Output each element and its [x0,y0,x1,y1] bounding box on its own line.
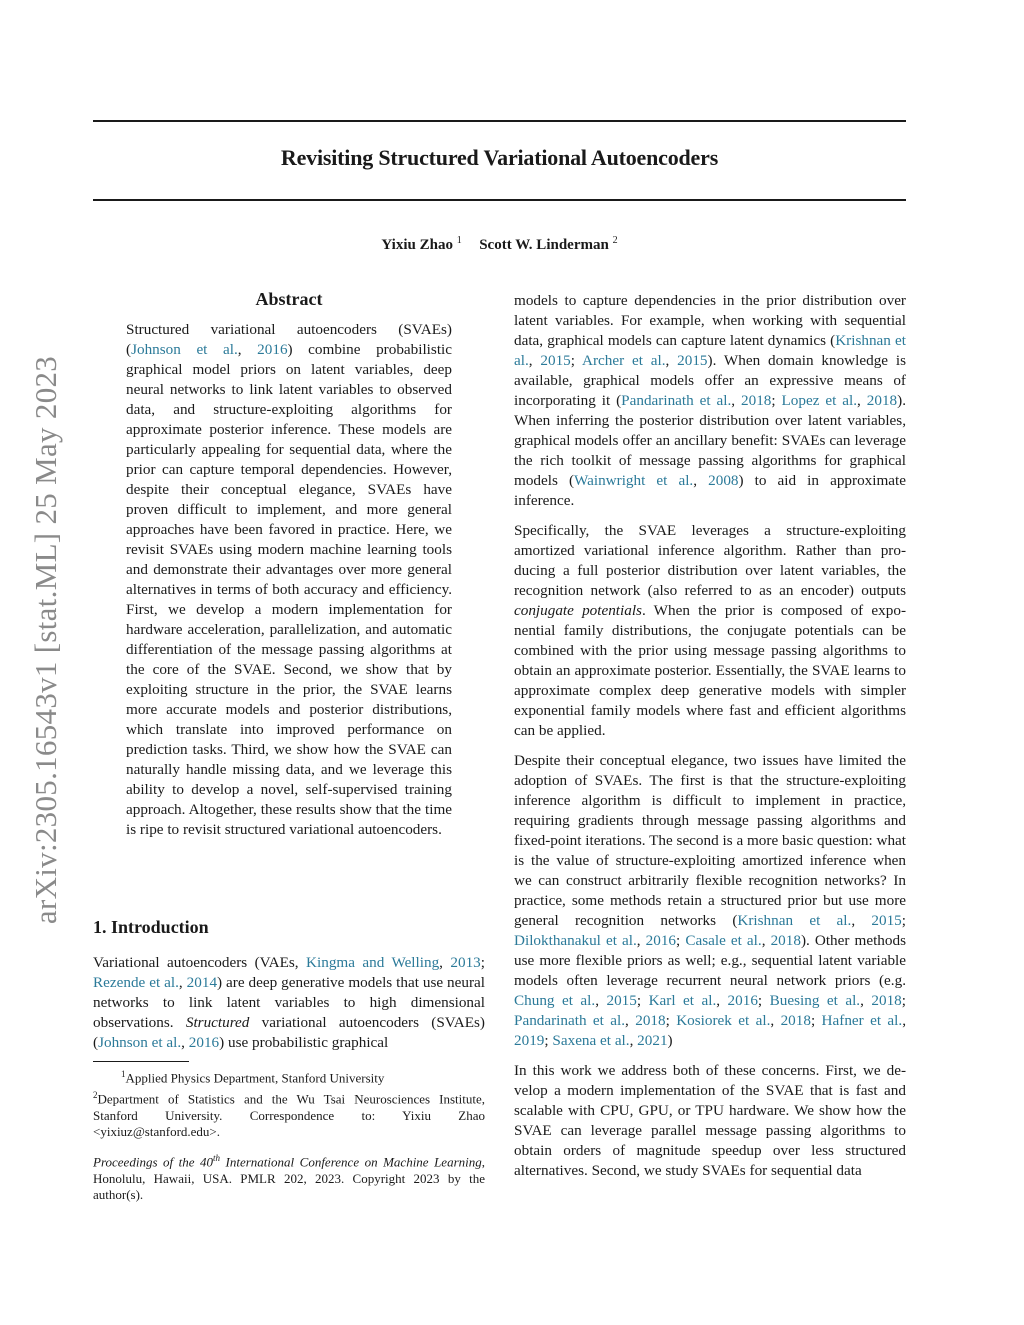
citation-link[interactable]: Karl et al. [648,992,717,1009]
citation-link[interactable]: Kosiorek et al. [676,1012,771,1029]
footnote-rule [93,1061,189,1062]
abstract-heading: Abstract [255,289,323,309]
paragraph: Specifically, the SVAE leverages a structure-exploiting amortized variational inference algorithm. Rather than producing a full posterior distribution over latent variables, the recognition network (also referred to as an encoder) outputs conjugate potentials. When the prior is composed of exponential family distributions, the conjugate potentials can be combined with the prior using message passing algorithms to obtain an approximate posterior. Essentially, the SVAE learns to approximate complex deep generative models with simpler exponential family models where fast and efficient algorithms can be applied. [514,522,906,739]
citation-link[interactable]: Buesing et al. [769,992,861,1009]
citation-link[interactable]: Archer et al. [581,352,666,369]
citation-year-link[interactable]: 2018 [770,932,801,949]
section-heading-introduction: 1. Introduction [93,917,209,937]
citation-year-link[interactable]: 2018 [741,392,772,409]
author-name: Scott W. Linderman [479,237,609,253]
author-affiliation-mark: 2 [612,235,618,246]
author-name: Yixiu Zhao [381,237,453,253]
footnotes: $^1$Applied Physics Department, Stanford University $^2$Department of Statistics and the Wu Tsai Neurosciences Institute, Stanford University. Correspondence to: Yixiu Zhao <yixiuz@stanford.edu>. [93,1069,485,1140]
citation-year-link[interactable]: 2018 [635,1012,666,1029]
footnote-affiliation-1: Applied Physics Department, Stanford University [125,1070,385,1086]
citation-year-link[interactable]: 2016 [727,992,758,1009]
citation-link[interactable]: Wainwright et al. [574,472,694,489]
citation-link[interactable]: Casale et al. [685,932,762,949]
abstract-body: Structured variational autoencoders (SVAEs) (Johnson et al., 2016) combine probabilistic graphical model priors on latent variables, deep neural networks to link latent variables to observed data, and structure-exploiting algorithms for approximate posterior inference. These models are particularly appealing for sequential data, where the prior can capture temporal dependencies. However, despite their conceptual elegance, SVAEs have proven difficult to implement, and more general approaches have been favored in practice. Here, we revisit SVAEs using modern machine learning tools and demonstrate their advantages over more general alternatives in terms of both accuracy and efficiency. First, we develop a modern implementation for hardware acceleration, parallelization, and automatic differentiation of the message passing algorithms at the core of the SVAE. Second, we show that by exploiting structure in the prior, the SVAE learns more accurate models and posterior distributions, which translate into improved performance on prediction tasks. Third, we show how the SVAE can naturally handle missing data, and we leverage this ability to develop a novel, self-supervised training approach. Altogether, these results show that the time is ripe to revisit structured variational autoencoders. [126,321,452,838]
citation-year-link[interactable]: 2015 [540,352,571,369]
citation-link[interactable]: Krishnan et al. [737,912,852,929]
citation-link[interactable]: Johnson et al. [98,1034,182,1051]
citation-year-link[interactable]: 2015 [871,912,902,929]
citation-year-link[interactable]: 2016 [188,1034,220,1051]
citation-link[interactable]: Chung et al. [514,992,596,1009]
citation-link[interactable]: Pandarinath et al. [514,1012,626,1029]
author-list [93,235,906,254]
citation-link[interactable]: Kingma and Welling [306,954,440,971]
citation-year-link[interactable]: 2018 [871,992,902,1009]
citation-year-link[interactable]: 2018 [780,1012,811,1029]
paragraph: models to capture dependencies in the prior distribution over latent variables. For example, when working with sequential data, graphical models can capture latent dynamics (Krishnan et al., 2015; Archer et al., 2015). When domain knowledge is available, graphical models offer an expressive means of incorporating it (Pandarinath et al., 2018; Lopez et al., 2018). When inferring the posterior distribution over latent variables, graphical models offer an ancillary benefit: SVAEs can leverage the rich toolkit of message passing algorithms for graphical models (Wainwright et al., 2008) to aid in approximate inference. [514,292,906,509]
citation-year-link[interactable]: 2015 [677,352,708,369]
citation-year-link[interactable]: 2018 [866,392,898,409]
citation-link[interactable]: Pandarinath et al. [621,392,732,409]
citation-link[interactable]: Krishnan et al. [514,332,906,369]
footnote-affiliation-2: Department of Statistics and the Wu Tsai Neurosciences Institute, Stanford University. Correspondence to: Yixiu Zhao <yixiuz@stanford.edu>. [93,1091,485,1140]
citation-link[interactable]: Rezende et al. [93,974,179,991]
arxiv-stamp: arXiv:2305.16543v1 [stat.ML] 25 May 2023 [28,355,63,925]
citation-link[interactable]: Lopez et al. [781,392,858,409]
title-rule-bottom [93,199,906,201]
citation-year-link[interactable]: 2008 [708,472,739,489]
author-affiliation-mark: 1 [456,235,462,246]
paragraph: Despite their conceptual elegance, two issues have limited the adoption of SVAEs. The first is that the structure-exploiting inference algorithm is difficult to implement in practice, requiring gradients through message passing algorithms and fixed-point iterations. The second is a more basic question: what is the value of structure-exploiting amortized inference when we can construct arbitrarily flexible recognition networks? In practice, some methods retain a structured prior but use more general recognition networks (Krishnan et al., 2015; Dilokthanakul et al., 2016; Casale et al., 2018). Other methods use more flexible priors as well; e.g., sequential latent variable models often leverage recurrent neural network priors (e.g. Chung et al., 2015; Karl et al., 2016; Buesing et al., 2018; Pandarinath et al., 2018; Kosiorek et al., 2018; Hafner et al., 2019; Saxena et al., 2021) [514,752,906,1049]
citation-year-link[interactable]: 2019 [514,1032,545,1049]
introduction-paragraph: Variational autoencoders (VAEs, Kingma and Welling, 2013; Rezende et al., 2014) are deep generative models that use neural networks to link latent variables to high dimensional observations. Structured variational autoencoders (SVAEs) (Johnson et al., 2016) use probabilistic graphical [93,954,486,1051]
citation-year-link[interactable]: 2016 [645,932,677,949]
citation-year-link[interactable]: 2021 [637,1032,668,1049]
paper-title: Revisiting Structured Variational Autoencoders [280,145,719,170]
right-column [514,291,906,1191]
citation-year-link[interactable]: 2013 [450,954,481,971]
proceedings-note: Proceedings of the 40th International Conference on Machine Learning, Honolulu, Hawaii, USA. PMLR 202, 2023. Copyright 2023 by the author(s). [93,1153,485,1203]
citation-year-link[interactable]: 2014 [186,974,218,991]
paragraph: In this work we address both of these concerns. First, we develop a modern implementation of the SVAE that is fast and scalable with CPU, GPU, or TPU hardware. We show how the SVAE can leverage parallel message passing algorithms to obtain orders of magnitude speedup over less structured alternatives. Second, we study SVAEs for sequential data [514,1062,906,1179]
citation-year-link[interactable]: 2015 [606,992,637,1009]
title-rule-top [93,120,906,122]
citation-link[interactable]: Johnson et al. [131,341,238,358]
citation-link[interactable]: Saxena et al. [552,1032,630,1049]
citation-link[interactable]: Hafner et al. [821,1012,903,1029]
citation-year-link[interactable]: 2016 [257,341,288,358]
citation-link[interactable]: Dilokthanakul et al. [514,932,637,949]
